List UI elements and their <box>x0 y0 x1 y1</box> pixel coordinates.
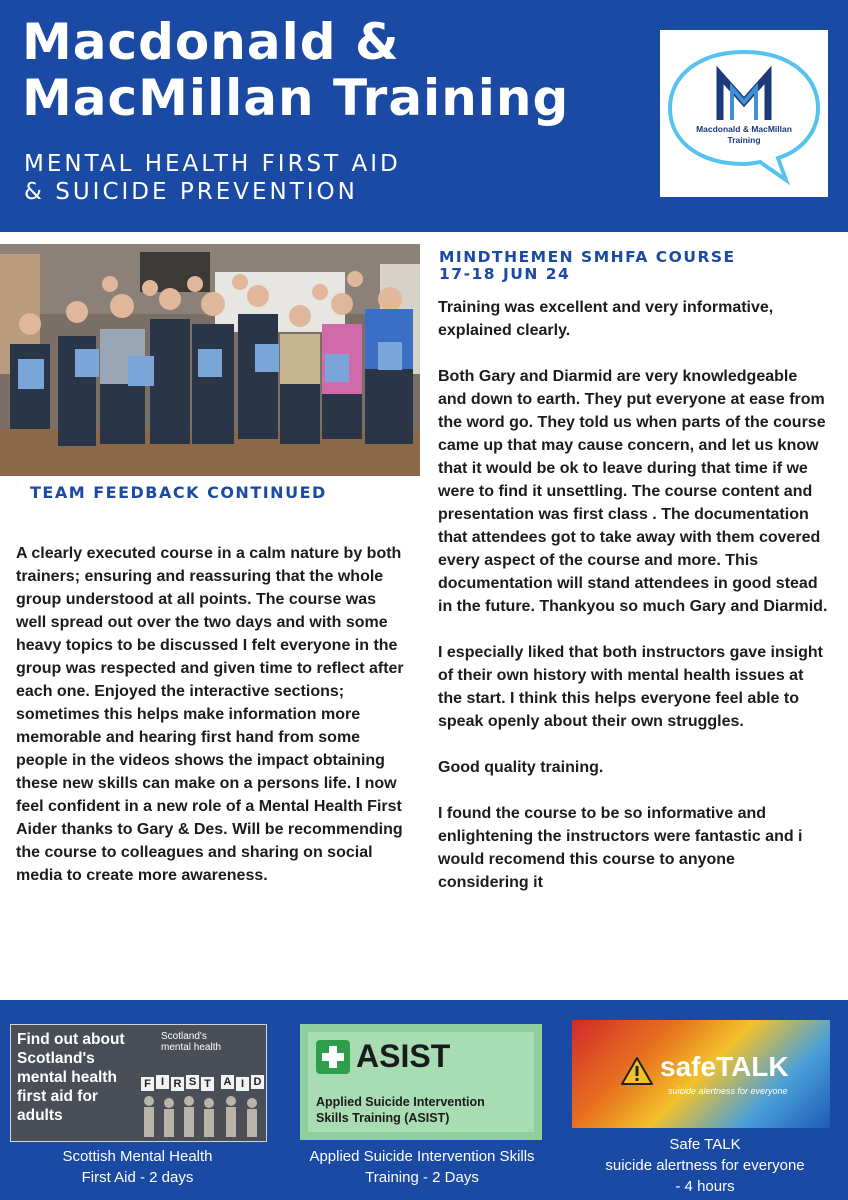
people-icon <box>139 1095 264 1141</box>
letter-tile: R <box>171 1077 184 1091</box>
company-logo <box>660 30 828 197</box>
first-aid-letters <box>139 1071 264 1097</box>
course-feedback <box>438 296 830 917</box>
feedback-paragraph: Training was excellent and very informative, explained clearly. <box>438 299 774 339</box>
safetalk-tagline: suicide alertness for everyone <box>668 1086 788 1096</box>
letter-tile: D <box>251 1075 264 1089</box>
safetalk-brand-safe: safe <box>660 1051 717 1082</box>
smhfa-course-card[interactable] <box>10 1024 267 1142</box>
team-feedback-text: A clearly executed course in a calm nature by both trainers; ensuring and reassuring that the whole group understood at all points. The course was well spread out over the two days and with some heavy topics to be discussed I felt everyone in the group was respected and given time to reflect after each one. Enjoyed the interactive sections; sometimes this helps make information more memorable and hearing first hand from some people in the videos shows the impact obtaining these new skills can make on a persons life. I now feel confident in a new role of a Mental Health First Aider thanks to Gary & Des. Will be recommending the course to colleagues and sharing on social media to create more awareness. <box>16 545 404 884</box>
asist-brand: ASIST <box>356 1038 451 1074</box>
safetalk-brand-talk: TALK <box>716 1051 789 1082</box>
header-banner <box>0 0 848 232</box>
plus-icon <box>316 1040 350 1074</box>
page-title: Macdonald & MacMillan Training <box>22 13 570 127</box>
letter-tile: T <box>201 1077 214 1091</box>
letter-tile: F <box>141 1077 154 1091</box>
letter-tile: I <box>156 1075 169 1089</box>
letter-tile: I <box>236 1077 249 1091</box>
smhfa-card-text: Find out about Scotland's mental health first aid for adults <box>17 1031 125 1124</box>
asist-card-text: Applied Suicide Intervention Skills Training (ASIST) <box>316 1095 485 1125</box>
footer-courses <box>0 1000 848 1200</box>
feedback-paragraph: I found the course to be so informative and enlightening the instructors were fantastic and i would recomend this course to anyone considering it <box>438 805 803 891</box>
smhfa-caption: Scottish Mental Health First Aid - 2 days <box>62 1148 213 1186</box>
feedback-paragraph: Good quality training. <box>438 759 604 776</box>
letter-tile: A <box>221 1075 234 1089</box>
team-feedback-heading: TEAM FEEDBACK CONTINUED <box>30 483 327 502</box>
safetalk-brand <box>660 1050 789 1084</box>
letter-tile: S <box>186 1075 199 1089</box>
page-subtitle: MENTAL HEALTH FIRST AID & SUICIDE PREVENTION <box>24 151 401 205</box>
scotlands-mental-health-brand: Scotland's mental health <box>161 1031 222 1053</box>
feedback-paragraph: Both Gary and Diarmid are very knowledgeable and down to earth. They put everyone at ease from the word go. They told us when parts of the course came up that may cause concern, and let us know that it would be ok to leave during that time if we were to find it unsettling. The course content and presentation was first class . The documentation that attendees got to take away with them covered every aspect of the course and more. This documentation will stand attendees in good stead in the future. Thankyou so much Gary and Diarmid. <box>438 368 828 615</box>
course-heading: MINDTHEMEN SMHFA COURSE 17-18 JUN 24 <box>439 248 736 283</box>
asist-course-card[interactable] <box>300 1024 542 1140</box>
logo-text: Macdonald & MacMillan Training <box>696 124 792 145</box>
safetalk-course-card[interactable] <box>572 1020 830 1128</box>
asist-caption: Applied Suicide Intervention Skills Training - 2 Days <box>309 1148 535 1186</box>
feedback-paragraph: I especially liked that both instructors gave insight of their own history with mental health issues at the start. I think this helps everyone feel able to speak openly about their own struggles. <box>438 644 823 730</box>
group-photo <box>0 244 420 476</box>
speech-bubble-logo-icon <box>660 30 828 197</box>
safetalk-caption: Safe TALK suicide alertness for everyone - 4 hours <box>605 1136 805 1195</box>
warning-icon <box>620 1056 654 1086</box>
